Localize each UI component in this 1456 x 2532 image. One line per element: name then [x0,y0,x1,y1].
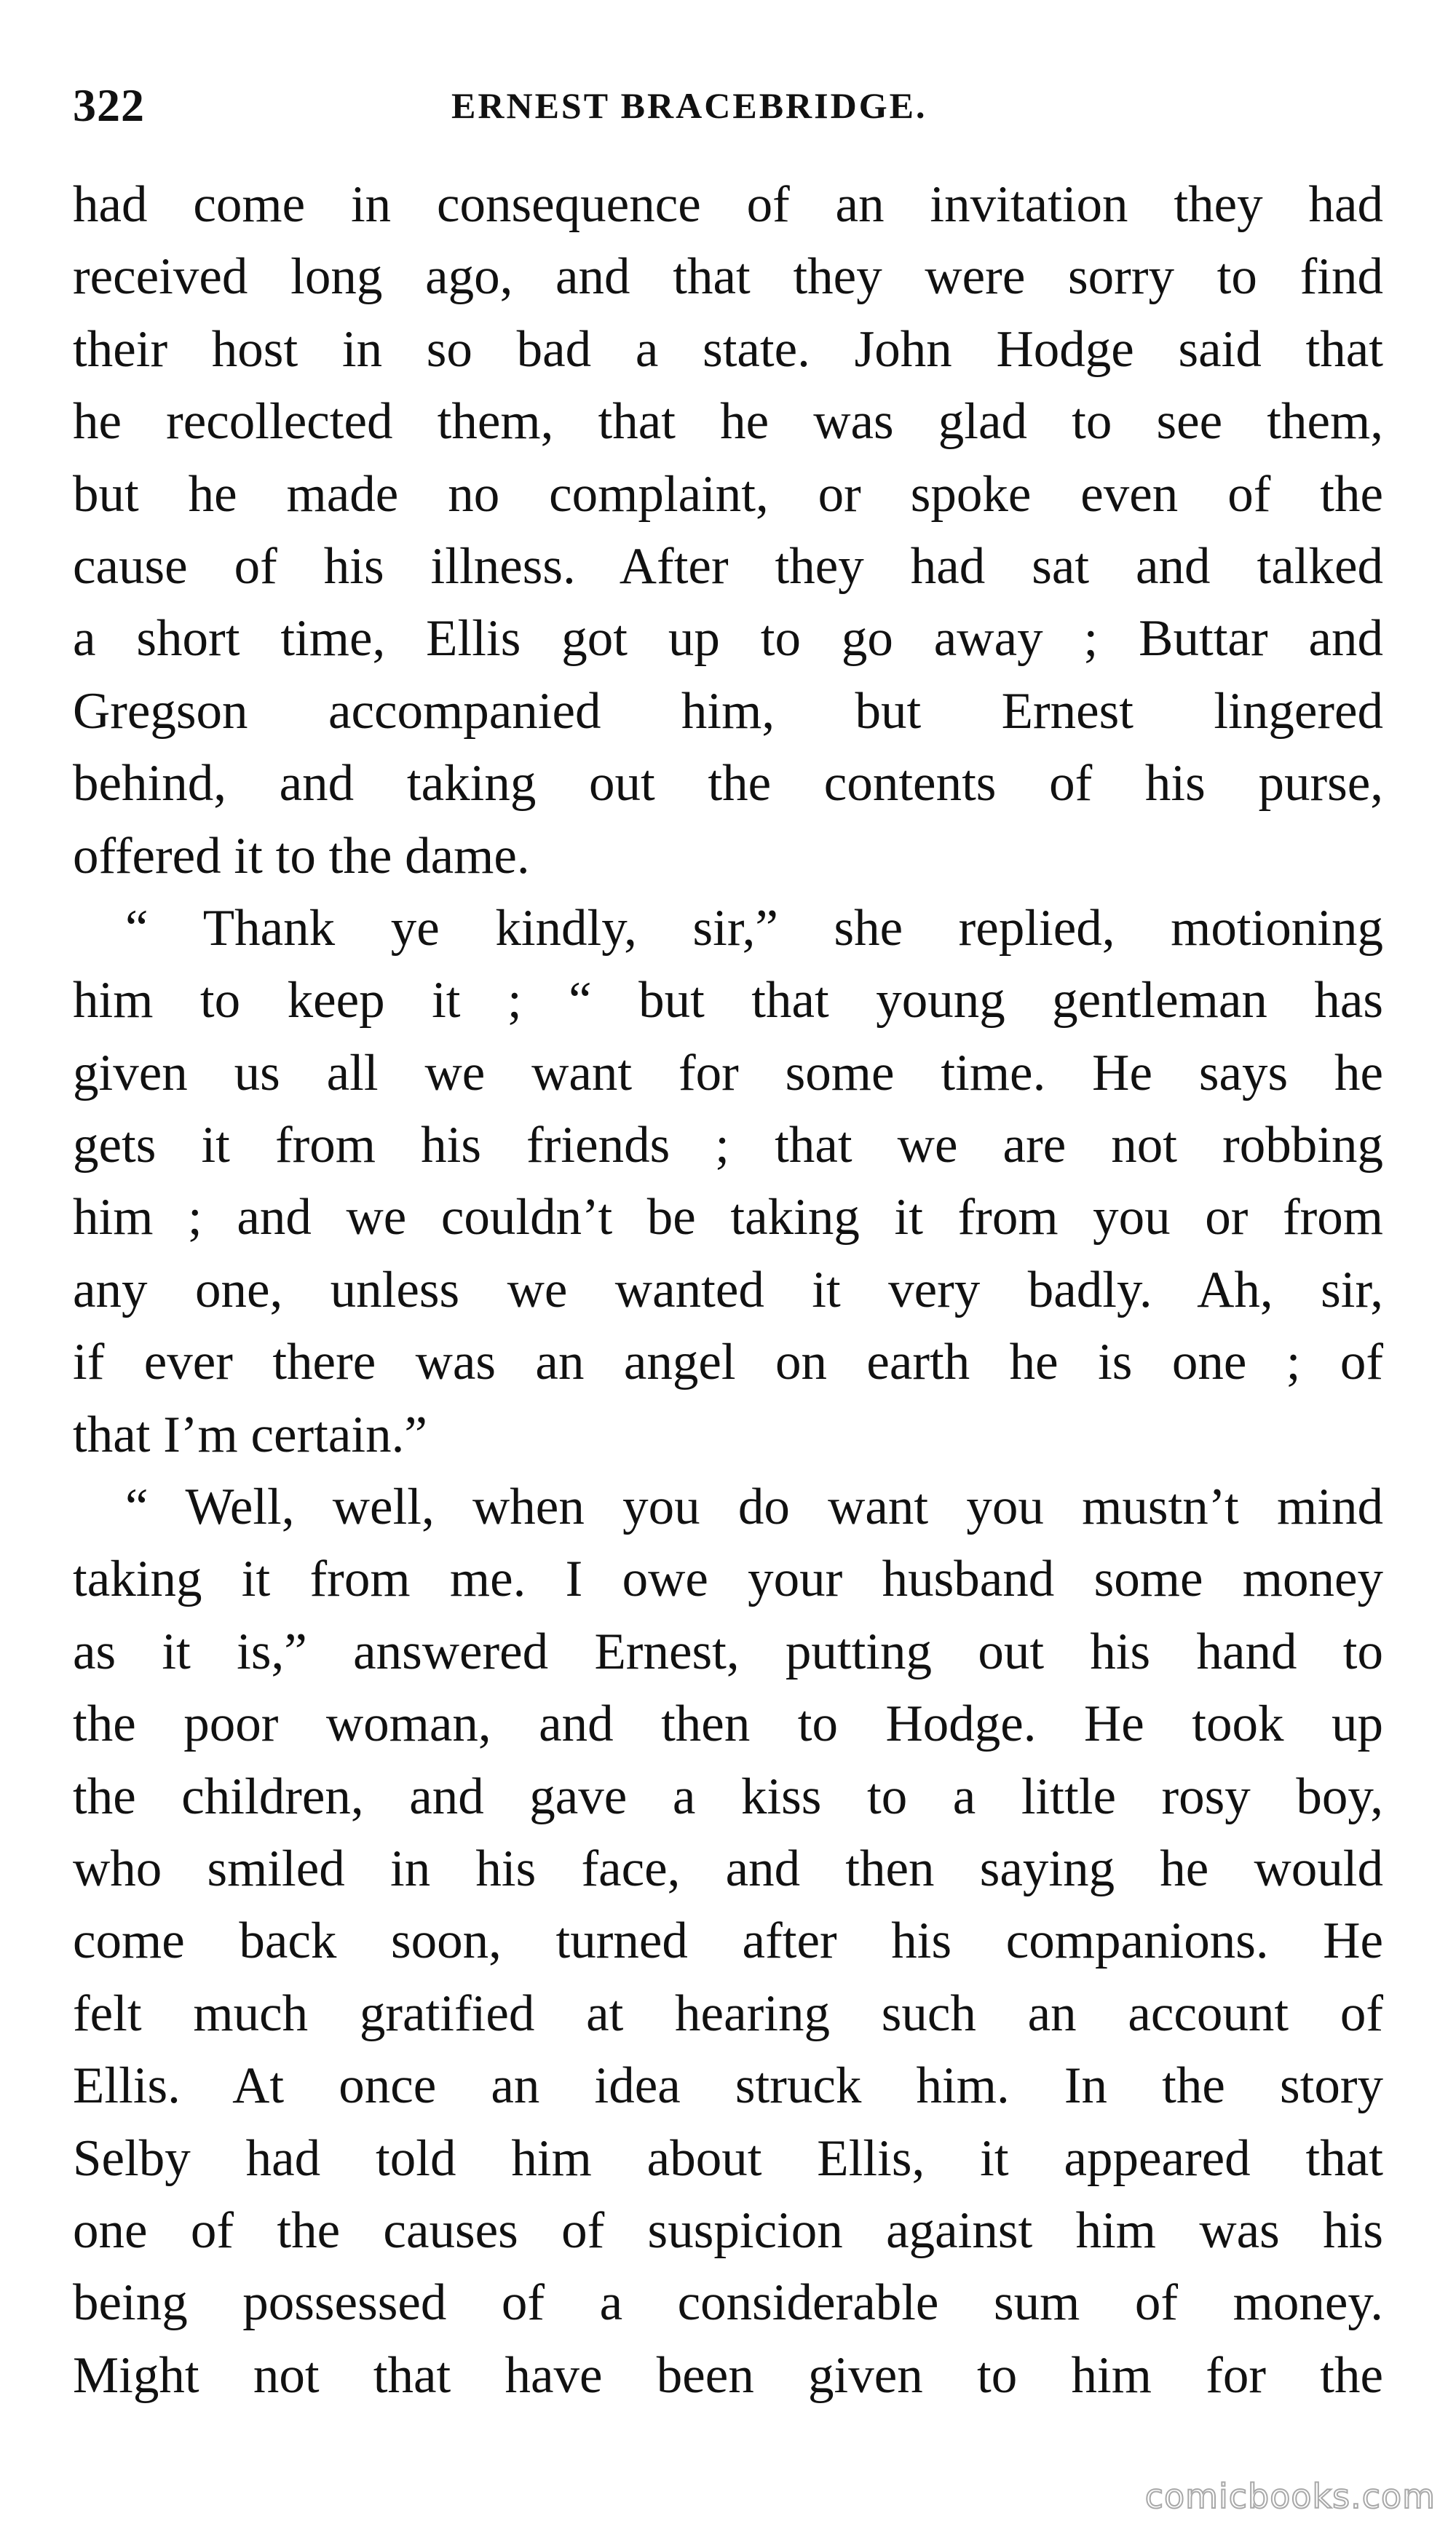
text-line: received long ago, and that they were sorry to find [73,248,1383,306]
text-line: who smiled in his face, and then saying he would [73,1840,1383,1897]
text-line: any one, unless we wanted it very badly. Ah, sir, [73,1261,1383,1318]
text-line: taking it from me. I owe your husband some money [73,1551,1383,1608]
paragraph [73,893,1383,1471]
paragraph [73,169,1383,893]
text-line: that I’m certain.” [73,1406,427,1463]
text-line: had come in consequence of an invitation they had [73,176,1383,233]
page-number: 322 [73,79,145,131]
text-line: come back soon, turned after his companions. He [73,1912,1383,1970]
text-line: Gregson accompanied him, but Ernest lingered [73,682,1383,740]
text-line: offered it to the dame. [73,827,530,885]
text-line: behind, and taking out the contents of his purse, [73,755,1383,812]
text-line: Selby had told him about Ellis, it appeared that [73,2129,1383,2187]
text-line: if ever there was an angel on earth he is one ; of [73,1334,1383,1391]
body-text [73,169,1383,2412]
text-line: their host in so bad a state. John Hodge said that [73,320,1383,378]
text-line: Ellis. At once an idea struck him. In the story [73,2057,1383,2115]
text-line: “ Well, well, when you do want you mustn’t mind [125,1479,1383,1536]
text-line: gets it from his friends ; that we are not robbing [73,1117,1383,1174]
text-line: cause of his illness. After they had sat and talked [73,537,1383,595]
text-line: him ; and we couldn’t be taking it from you or from [73,1189,1383,1246]
text-line: Might not that have been given to him for the [73,2346,1383,2404]
text-line: given us all we want for some time. He says he [73,1044,1383,1101]
text-line: felt much gratified at hearing such an account of [73,1985,1383,2042]
text-line: the children, and gave a kiss to a little rosy boy, [73,1768,1383,1825]
text-line: as it is,” answered Ernest, putting out his hand to [73,1623,1383,1680]
text-line: the poor woman, and then to Hodge. He took up [73,1696,1383,1753]
paragraph [73,1471,1383,2412]
text-line: a short time, Ellis got up to go away ; Buttar and [73,610,1383,668]
text-line: he recollected them, that he was glad to see them, [73,393,1383,451]
text-line: “ Thank ye kindly, sir,” she replied, motioning [125,899,1383,957]
running-head [73,73,1383,138]
text-line: one of the causes of suspicion against him was his [73,2201,1383,2259]
watermark: comicbooks.com [1144,2477,1436,2516]
running-title: ERNEST BRACEBRIDGE. [451,85,927,126]
text-line: being possessed of a considerable sum of money. [73,2274,1383,2332]
text-line: but he made no complaint, or spoke even of the [73,465,1383,523]
text-line: him to keep it ; “ but that young gentleman has [73,972,1383,1029]
